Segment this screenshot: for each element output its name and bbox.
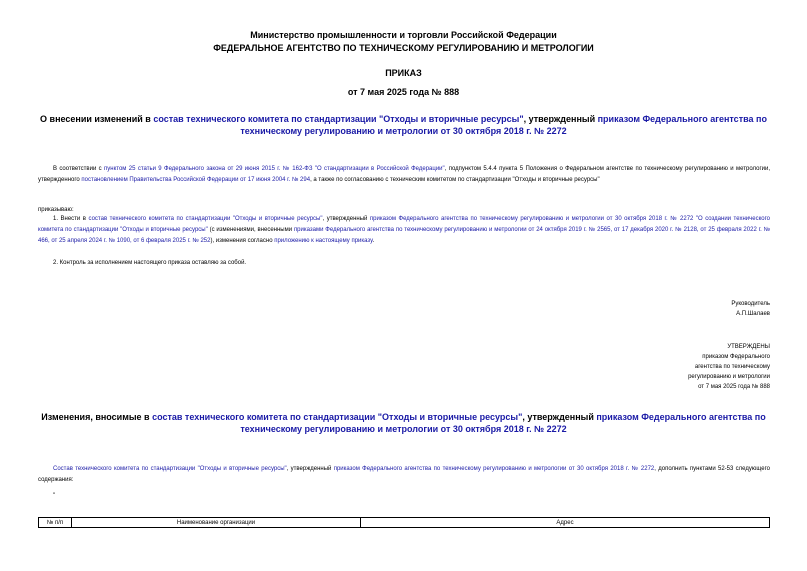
doc-type: ПРИКАЗ — [385, 68, 422, 78]
table-header-row — [39, 518, 770, 528]
item1-text-5: . — [372, 238, 375, 244]
preamble — [38, 164, 770, 186]
title-order-link[interactable]: приказом Федерального агентства по техническому регулированию и метрологии от 30 октября 2018 г. № 2272 — [240, 114, 767, 136]
approved-line-2: агентства по техническому — [694, 364, 770, 370]
annex-text-1: , утвержденный — [286, 466, 334, 472]
government-resolution-link[interactable]: постановлением Правительства Российской Федерации от 17 июня 2004 г. № 294 — [81, 177, 311, 183]
organizations-table — [38, 517, 770, 528]
approved-line-3: регулированию и метрологии — [688, 374, 770, 380]
annex-title-middle: , утвержденный — [522, 412, 597, 422]
annex-link[interactable]: приложению к настоящему приказу — [274, 238, 373, 244]
item1-committee-link[interactable]: состав технического комитета по стандартизации "Отходы и вторичные ресурсы" — [88, 216, 323, 222]
agency-name: ФЕДЕРАЛЬНОЕ АГЕНТСТВО ПО ТЕХНИЧЕСКОМУ РЕГУЛИРОВАНИЮ И МЕТРОЛОГИИ — [213, 43, 594, 53]
federal-law-link[interactable]: пунктом 25 статьи 9 Федерального закона от 29 июня 2015 г. № 162-ФЗ "О стандартизации в Российской Федерации" — [104, 166, 445, 172]
item-1 — [38, 214, 770, 247]
annex-title-order-link[interactable]: приказом Федерального агентства по техническому регулированию и метрологии от 30 октября 2018 г. № 2272 — [240, 412, 766, 434]
title-prefix: О внесении изменений в — [40, 114, 154, 124]
item1-text-3: (с изменениями, внесенными — [207, 227, 294, 233]
preamble-text-1: В соответствии с — [53, 166, 105, 172]
preamble-text-2: , подпунктом 5.4.4 пункта 5 Положения о Федеральном агентстве по техническому регулированию и метрологии, утвержденного — [38, 166, 770, 183]
order-title — [36, 113, 771, 137]
annex-text-2: , дополнить пунктами 52-53 следующего содержания: — [38, 466, 770, 483]
item1-text-2: , утвержденный — [322, 216, 370, 222]
title-committee-link[interactable]: состав технического комитета по стандартизации "Отходы и вторичные ресурсы" — [153, 114, 524, 124]
annex-order-link[interactable]: приказом Федерального агентства по техническому регулированию и метрологии от 30 октября 2018 г. № 2272 — [333, 466, 655, 472]
preamble-text-3: , а также по согласованию с техническим комитетом по стандартизации "Отходы и вторичные ресурсы" — [310, 177, 600, 183]
ministry-name: Министерство промышленности и торговли Российской Федерации — [250, 30, 557, 40]
item1-text-4: ), изменения согласно — [210, 238, 275, 244]
approved-line-1: приказом Федерального — [702, 354, 770, 360]
annex-title — [36, 411, 771, 435]
order-word: приказываю: — [38, 207, 74, 213]
item1-text-1: 1. Внести в — [53, 216, 89, 222]
annex-title-committee-link[interactable]: состав технического комитета по стандартизации "Отходы и вторичные ресурсы" — [152, 412, 523, 422]
title-middle: , утвержденный — [523, 114, 598, 124]
item-2: 2. Контроль за исполнением настоящего приказа оставляю за собой. — [53, 260, 247, 266]
signature-position: Руководитель — [731, 301, 770, 307]
col-header-number: № п/п — [39, 518, 72, 528]
annex-committee-link[interactable]: Состав технического комитета по стандартизации "Отходы и вторичные ресурсы" — [53, 466, 287, 472]
item1-amendments-link[interactable]: приказами Федерального агентства по техническому регулированию и метрологии от 24 октября 2019 г. № 2565, от 17 декабря 2020 г. № 2128, от 25 февраля 2022 г. № 466, от 25 апреля 2024 г. № 1090, от 6 февраля 2025 г. № 252 — [38, 227, 771, 244]
approved-heading: УТВЕРЖДЕНЫ — [727, 344, 770, 350]
doc-date-number: от 7 мая 2025 года № 888 — [347, 87, 460, 97]
annex-text — [38, 464, 770, 486]
annex-title-prefix: Изменения, вносимые в — [41, 412, 153, 422]
col-header-organization: Наименование организации — [72, 518, 361, 528]
signature-name: А.П.Шалаев — [736, 311, 770, 317]
approved-line-4: от 7 мая 2025 года № 888 — [698, 384, 770, 390]
item1-order-link[interactable]: приказом Федерального агентства по техническому регулированию и метрологии от 30 октября 2018 г. № 2272 "О создании технического комитета по стандартизации "Отходы и вторичные ресурсы" — [38, 216, 770, 233]
quote-mark: " — [53, 493, 56, 499]
col-header-address: Адрес — [361, 518, 770, 528]
